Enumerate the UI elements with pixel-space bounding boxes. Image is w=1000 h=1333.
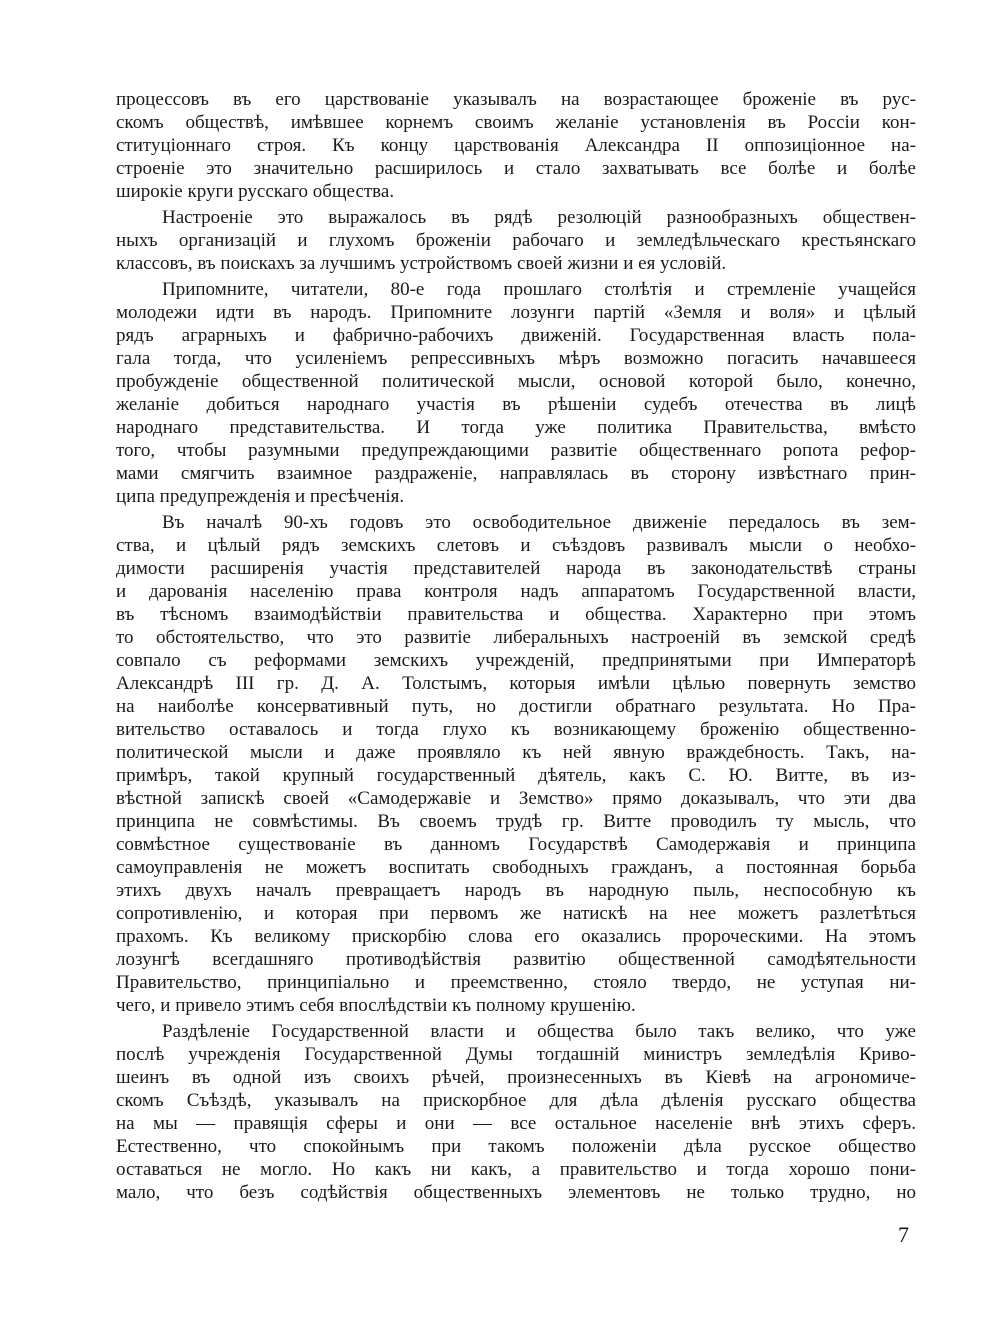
page-number: 7 (898, 1222, 909, 1247)
text-line: молодежи идти въ народъ. Припомните лозунги партій «Земля и воля» и цѣлый (116, 302, 916, 323)
text-line: сопротивленію, и которая при первомъ же натискѣ на нее можетъ разлетѣться (116, 903, 916, 924)
text-line: димости расширенія участія представителей народа въ законодательствѣ страны (116, 558, 916, 579)
text-line: рядъ аграрныхъ и фабрично-рабочихъ движеній. Государственная власть пола- (116, 325, 916, 346)
text-line: совмѣстное существованіе въ данномъ Государствѣ Самодержавія и принципа (116, 834, 916, 855)
document-page (116, 88, 916, 1207)
text-line: скомъ Съѣздѣ, указывалъ на прискорбное для дѣла дѣленія русскаго общества (116, 1090, 916, 1111)
text-line: ства, и цѣлый рядъ земскихъ слетовъ и съѣздовъ развивалъ мысли о необхо- (116, 535, 916, 556)
text-line: желаніе добиться народнаго участія въ рѣшеніи судебъ отечества въ лицѣ (116, 394, 916, 415)
text-line: политической мысли и даже проявляло къ ней явную враждебность. Такъ, на- (116, 742, 916, 763)
text-line: примѣръ, такой крупный государственный дѣятель, какъ С. Ю. Витте, въ из- (116, 765, 916, 786)
text-line: самоуправленія не можетъ воспитать свободныхъ гражданъ, а постоянная борьба (116, 857, 916, 878)
text-line: ныхъ организацій и глухомъ броженіи рабочаго и земледѣльческаго крестьянскаго (116, 230, 916, 251)
text-line: въ тѣсномъ взаимодѣйствіи правительства и общества. Характерно при этомъ (116, 604, 916, 625)
text-line: вѣстной запискѣ своей «Самодержавіе и Земство» прямо доказывалъ, что эти два (116, 788, 916, 809)
text-line: строеніе это значительно расширилось и стало захватывать все болѣе и болѣе (116, 158, 916, 179)
text-line: на наиболѣе консервативный путь, но достигли обратнаго результата. Но Пра- (116, 696, 916, 717)
text-line: совпало съ реформами земскихъ учрежденій, предпринятыми при Императорѣ (116, 650, 916, 671)
text-line: оставаться не могло. Но какъ ни какъ, а правительство и тогда хорошо пони- (116, 1159, 916, 1180)
text-line: мами смягчить взаимное раздраженіе, направлялась въ сторону извѣстнаго прин- (116, 463, 916, 484)
text-line: на мы — правящія сферы и они — все остальное населеніе внѣ этихъ сферъ. (116, 1113, 916, 1134)
text-line: Естественно, что спокойнымъ при такомъ положеніи дѣла русское общество (116, 1136, 916, 1157)
text-line: Правительство, принципіально и преемственно, стояло твердо, не уступая ни- (116, 972, 916, 993)
text-line: скомъ обществѣ, имѣвшее корнемъ своимъ желаніе установленія въ Россіи кон- (116, 112, 916, 133)
text-line: принципа не совмѣстимы. Въ своемъ трудѣ гр. Витте проводилъ ту мысль, что (116, 811, 916, 832)
paragraph (116, 1020, 916, 1204)
text-line: Настроеніе это выражалось въ рядѣ резолюцій разнообразныхъ обществен- (162, 207, 916, 228)
text-line: ципа предупрежденія и пресѣченія. (116, 486, 405, 507)
text-line: пробужденіе общественной политической мысли, основой которой было, конечно, (116, 371, 916, 392)
text-line: Александрѣ III гр. Д. А. Толстымъ, которыя имѣли цѣлью повернуть земство (116, 673, 916, 694)
text-line: лозунгѣ всегдашняго противодѣйствія развитію общественной самодѣятельности (116, 949, 916, 970)
text-line: того, чтобы разумными предупреждающими развитіе общественнаго ропота рефор- (116, 440, 916, 461)
paragraph (116, 206, 916, 275)
text-line: мало, что безъ содѣйствія общественныхъ элементовъ не только трудно, но (116, 1182, 916, 1203)
text-line: прахомъ. Къ великому прискорбію слова его оказались пророческими. На этомъ (116, 926, 916, 947)
paragraph (116, 511, 916, 1017)
text-line: и дарованія населенію права контроля надъ аппаратомъ Государственной власти, (116, 581, 916, 602)
text-line: народнаго представительства. И тогда уже политика Правительства, вмѣсто (116, 417, 916, 438)
text-line: послѣ учрежденія Государственной Думы тогдашній министръ земледѣлія Криво- (116, 1044, 916, 1065)
text-line: Раздѣленіе Государственной власти и общества было такъ велико, что уже (162, 1021, 916, 1042)
text-line: широкіе круги русскаго общества. (116, 181, 395, 202)
text-line: процессовъ въ его царствованіе указывалъ на возрастающее броженіе въ рус- (116, 89, 916, 110)
text-line: Въ началѣ 90-хъ годовъ это освободительное движеніе передалось въ зем- (162, 512, 916, 533)
text-line: Припомните, читатели, 80-е года прошлаго столѣтія и стремленіе учащейся (162, 279, 916, 300)
text-line: вительство оставалось и тогда глухо къ возникающему броженію общественно- (116, 719, 916, 740)
text-line: чего, и привело этимъ себя впослѣдствіи къ полному крушенію. (116, 995, 636, 1016)
text-line: классовъ, въ поискахъ за лучшимъ устройствомъ своей жизни и ея условій. (116, 253, 727, 274)
paragraph (116, 88, 916, 203)
text-line: этихъ двухъ началъ превращаетъ народъ въ народную пыль, неспособную къ (116, 880, 916, 901)
text-line: шеинъ въ одной изъ своихъ рѣчей, произнесенныхъ въ Кіевѣ на агрономиче- (116, 1067, 916, 1088)
text-line: ституціоннаго строя. Къ концу царствованія Александра II оппозиціонное на- (116, 135, 916, 156)
text-line: то обстоятельство, что это развитіе либеральныхъ настроеній въ земской средѣ (116, 627, 916, 648)
text-line: гала тогда, что усиленіемъ репрессивныхъ мѣръ возможно погасить начавшееся (116, 348, 916, 369)
paragraph (116, 278, 916, 508)
